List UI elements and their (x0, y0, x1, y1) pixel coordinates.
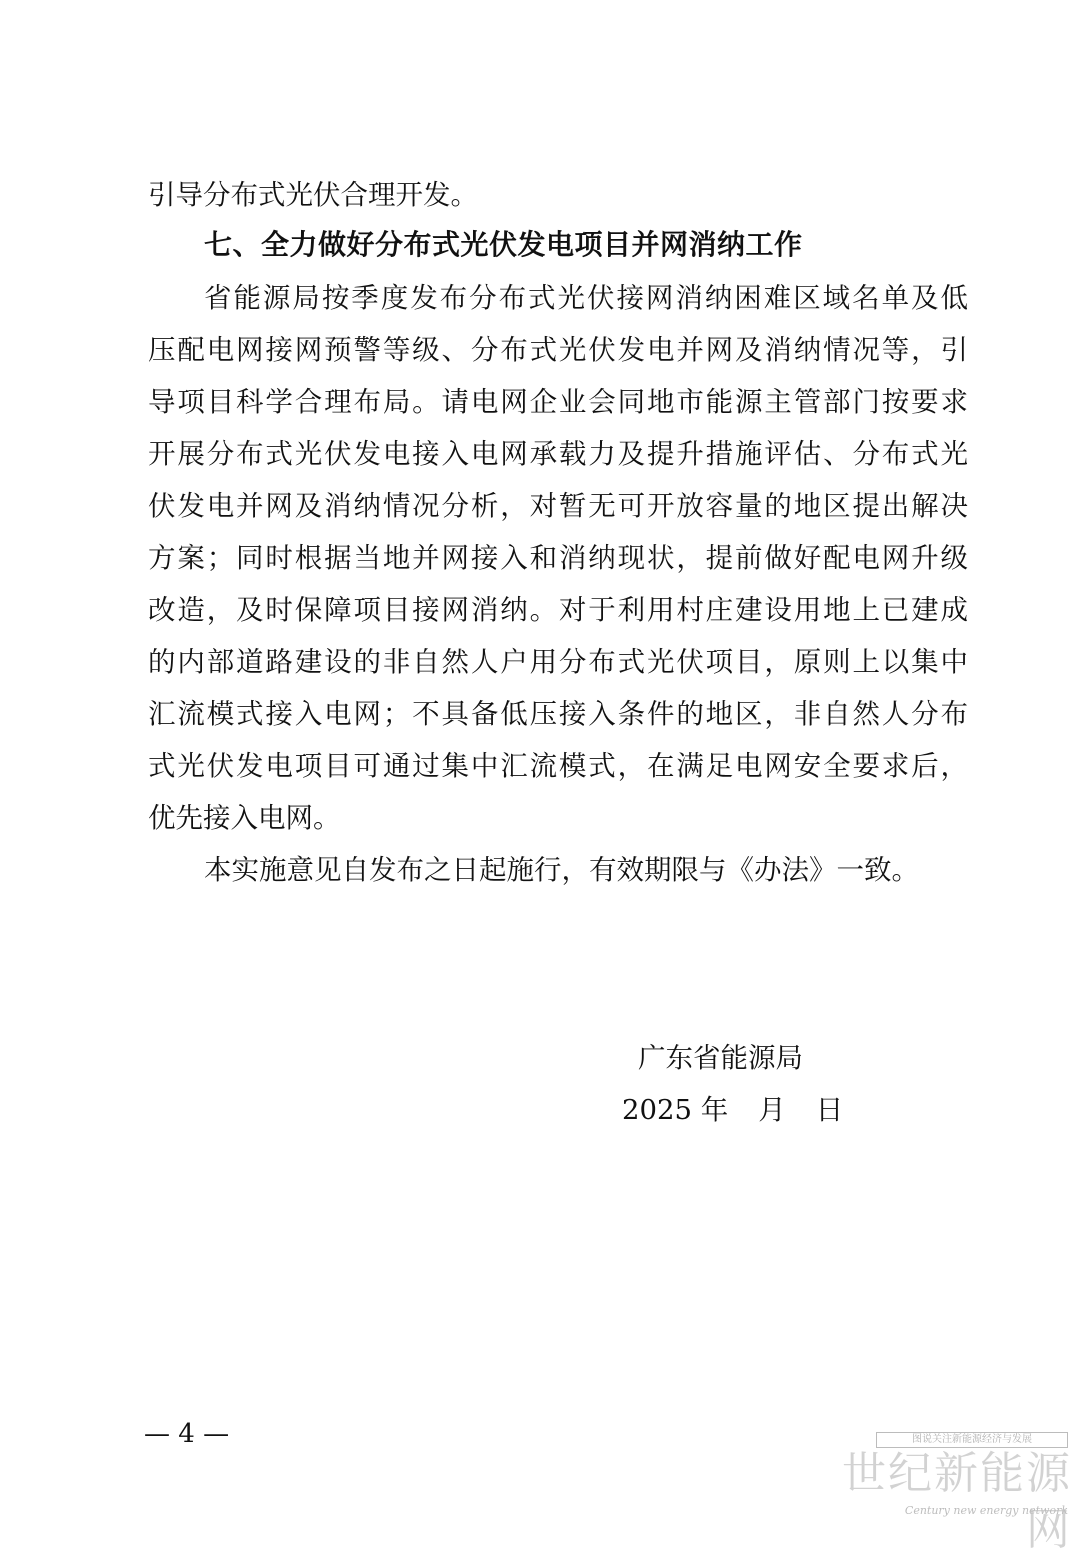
section-heading: 七、全力做好分布式光伏发电项目并网消纳工作 (204, 228, 803, 261)
paragraph-line: 开展分布式光伏发电接入电网承载力及提升措施评估、分布式光 (148, 438, 968, 470)
date-month: 月 (758, 1094, 786, 1126)
paragraph-line: 导项目科学合理布局。请电网企业会同地市能源主管部门按要求 (148, 386, 968, 418)
paragraph-line: 式光伏发电项目可通过集中汇流模式，在满足电网安全要求后， (148, 750, 968, 782)
watermark-subtitle: Century new energy network (904, 1504, 1068, 1517)
signature: 广东省能源局 (638, 1042, 803, 1074)
paragraph-line: 的内部道路建设的非自然人户用分布式光伏项目，原则上以集中 (148, 646, 968, 678)
closing-line: 本实施意见自发布之日起施行，有效期限与《办法》一致。 (204, 854, 919, 886)
paragraph-line: 改造，及时保障项目接网消纳。对于利用村庄建设用地上已建成 (148, 594, 968, 626)
paragraph-line: 引导分布式光伏合理开发。 (148, 179, 478, 211)
watermark-logo (832, 1432, 1072, 1555)
watermark-title: 世纪新能源网 (842, 1448, 1072, 1555)
date-year: 2025 年 (622, 1094, 729, 1126)
paragraph-line: 方案；同时根据当地并网接入和消纳现状，提前做好配电网升级 (148, 542, 968, 574)
paragraph-line: 优先接入电网。 (148, 802, 341, 834)
watermark-tagline: 图说关注新能源经济与发展 (876, 1432, 1068, 1448)
page-number: — 4 — (144, 1419, 230, 1449)
signature-date (622, 1090, 843, 1130)
date-day: 日 (815, 1094, 844, 1126)
paragraph-line: 省能源局按季度发布分布式光伏接网消纳困难区域名单及低 (204, 282, 968, 314)
paragraph-line: 汇流模式接入电网；不具备低压接入条件的地区，非自然人分布 (148, 698, 968, 730)
paragraph-line: 压配电网接网预警等级、分布式光伏发电并网及消纳情况等，引 (148, 334, 968, 366)
paragraph-line: 伏发电并网及消纳情况分析，对暂无可开放容量的地区提出解决 (148, 490, 968, 522)
